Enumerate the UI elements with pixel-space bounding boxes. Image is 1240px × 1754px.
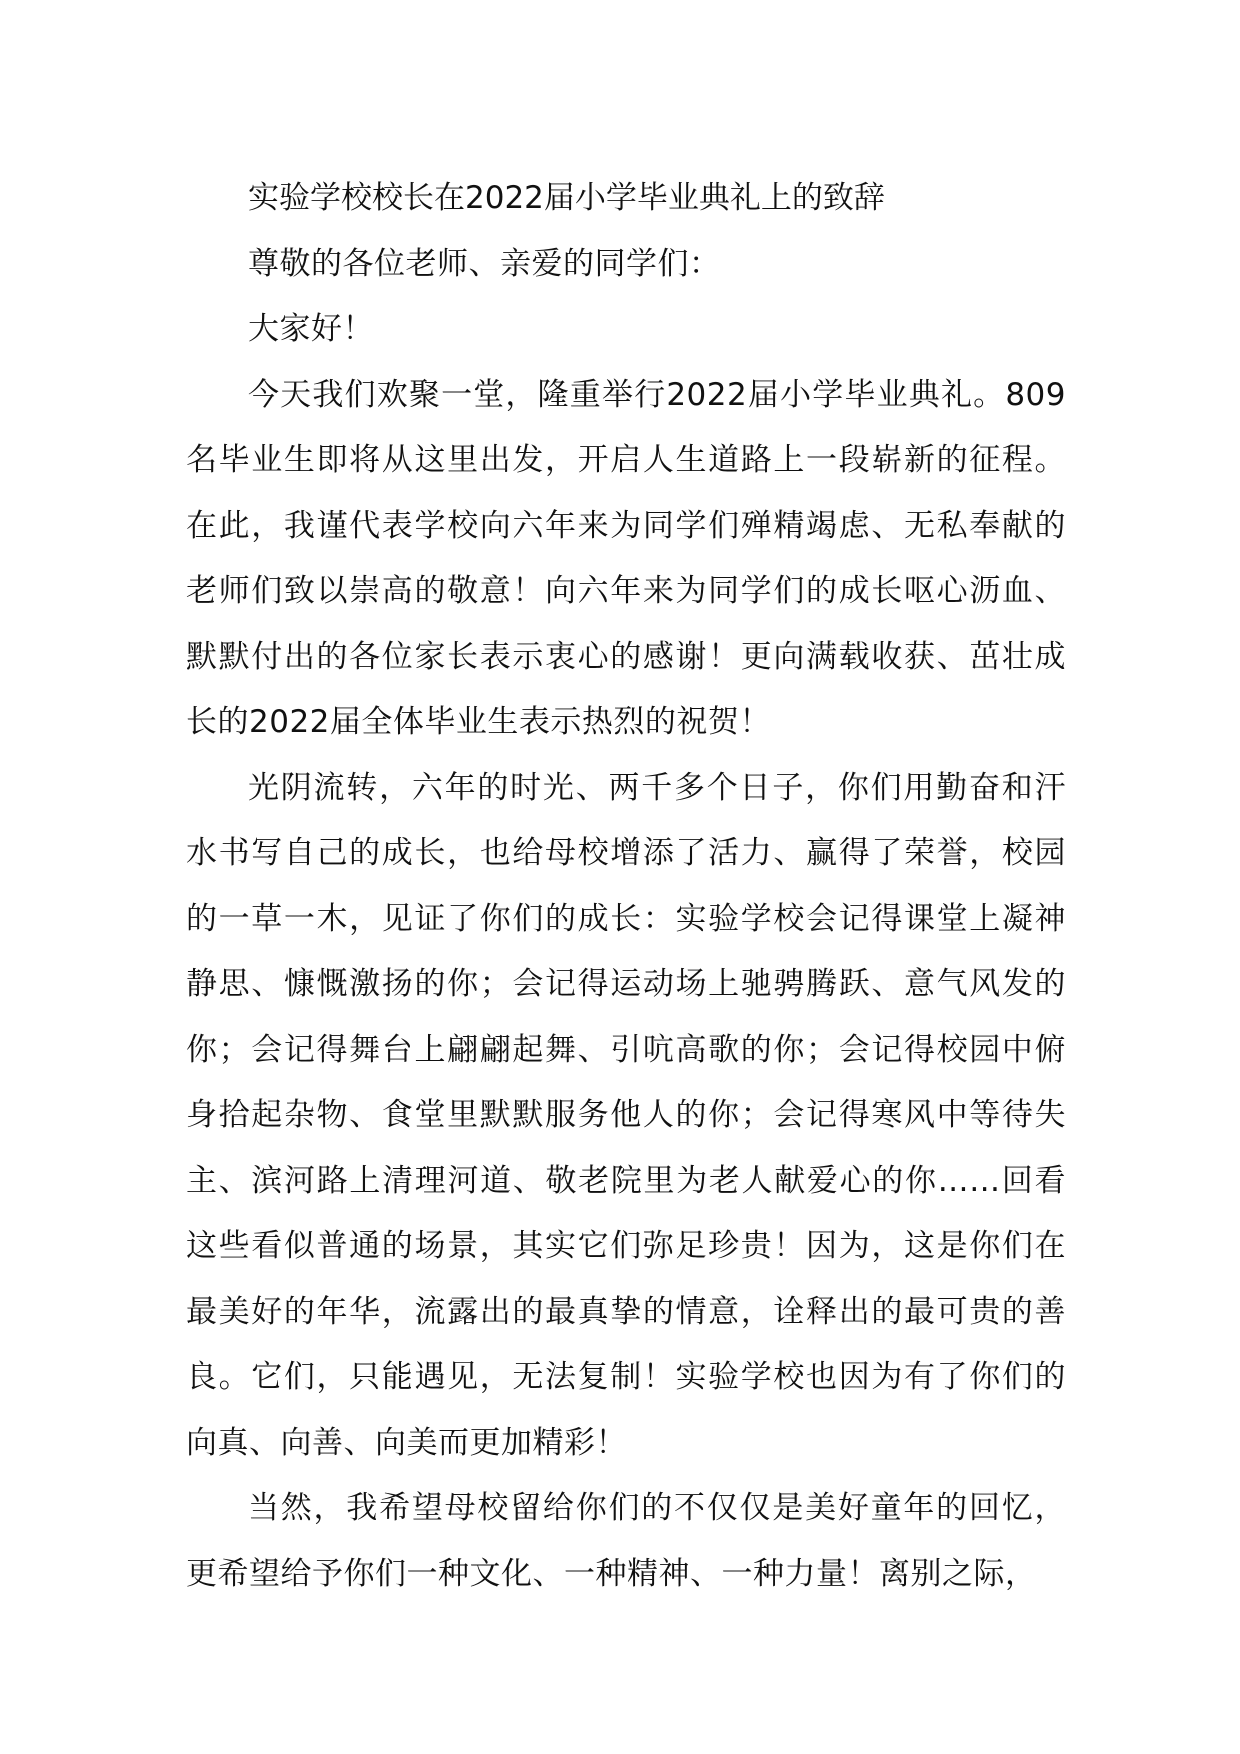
greeting: 大家好！: [248, 311, 374, 347]
paragraph: 当然，我希望母校留给你们的不仅仅是美好童年的回忆，更希望给予你们一种文化、一种精神、一种力量！离别之际，: [186, 1490, 1066, 1592]
paragraph: 今天我们欢聚一堂，隆重举行2022届小学毕业典礼。809名毕业生即将从这里出发，开启人生道路上一段崭新的征程。在此，我谨代表学校向六年来为同学们殚精竭虑、无私奉献的老师们致以崇高的敬意！向六年来为同学们的成长呕心沥血、默默付出的各位家长表示衷心的感谢！更向满载收获、茁壮成长的2022届全体毕业生表示热烈的祝贺！: [186, 376, 1066, 740]
paragraph: 光阴流转，六年的时光、两千多个日子，你们用勤奋和汗水书写自己的成长，也给母校增添了活力、赢得了荣誉，校园的一草一木，见证了你们的成长：实验学校会记得课堂上凝神静思、慷慨激扬的你；会记得运动场上驰骋腾跃、意气风发的你；会记得舞台上翩翩起舞、引吭高歌的你；会记得校园中俯身拾起杂物、食堂里默默服务他人的你；会记得寒风中等待失主、滨河路上清理河道、敬老院里为老人献爱心的你……回看这些看似普通的场景，其实它们弥足珍贵！因为，这是你们在最美好的年华，流露出的最真挚的情意，诠释出的最可贵的善良。它们，只能遇见，无法复制！实验学校也因为有了你们的向真、向善、向美而更加精彩！: [186, 769, 1066, 1461]
document-title: 实验学校校长在2022届小学毕业典礼上的致辞: [248, 180, 885, 216]
document-body: [186, 166, 1066, 1607]
salutation: 尊敬的各位老师、亲爱的同学们：: [248, 245, 721, 282]
